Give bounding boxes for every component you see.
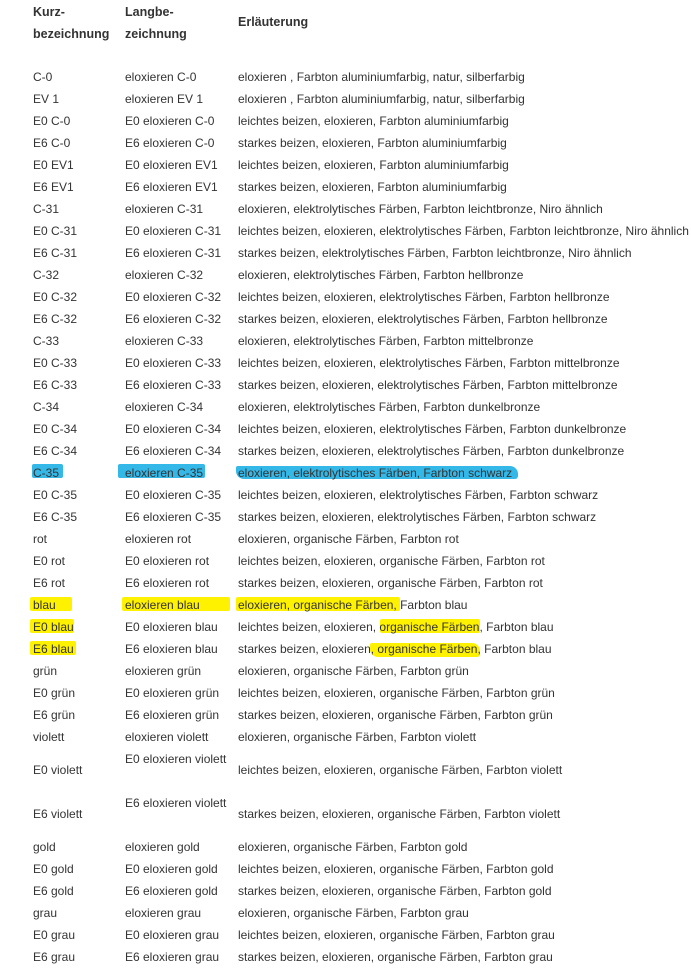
cell-long-name: E0 eloxieren grün xyxy=(125,686,220,700)
cell-long-name: eloxieren C-0 xyxy=(125,70,197,84)
cell-short-name: C-32 xyxy=(33,268,60,282)
cell-short-name: E0 EV1 xyxy=(33,158,74,172)
table-row xyxy=(0,88,691,110)
cell-short-name: EV 1 xyxy=(33,92,60,106)
cell-short-name: violett xyxy=(33,730,65,744)
cell-short-name: E6 C-31 xyxy=(33,246,78,260)
cell-description: eloxieren, organische Färben, Farbton gold xyxy=(238,840,468,854)
cell-description: leichtes beizen, eloxieren, elektrolytisches Färben, Farbton hellbronze xyxy=(238,290,610,304)
cell-description: starkes beizen, eloxieren, organische Färben, Farbton grün xyxy=(238,708,553,722)
cell-long-name: eloxieren rot xyxy=(125,532,192,546)
table-row xyxy=(0,660,691,682)
table-row xyxy=(0,440,691,462)
cell-short-name: C-0 xyxy=(33,70,53,84)
cell-long-name: E6 eloxieren grau xyxy=(125,950,220,964)
cell-long-name: E6 eloxieren C-32 xyxy=(125,312,222,326)
cell-description: eloxieren , Farbton aluminiumfarbig, natur, silberfarbig xyxy=(238,92,525,106)
cell-short-name: E6 blau xyxy=(33,642,74,656)
table-row xyxy=(0,110,691,132)
cell-short-name: E0 C-32 xyxy=(33,290,78,304)
table-row xyxy=(0,902,691,924)
cell-short-name: C-31 xyxy=(33,202,60,216)
cell-short-name: E0 gold xyxy=(33,862,74,876)
table-row xyxy=(0,792,691,836)
cell-description: leichtes beizen, eloxieren, elektrolytisches Färben, Farbton leichtbronze, Niro ähnlich xyxy=(238,224,689,238)
cell-long-name: E0 eloxieren C-0 xyxy=(125,114,215,128)
cell-long-name: eloxieren gold xyxy=(125,840,200,854)
cell-long-name: eloxieren violett xyxy=(125,730,209,744)
cell-description: eloxieren, organische Färben, Farbton grün xyxy=(238,664,469,678)
cell-short-name: E0 C-0 xyxy=(33,114,71,128)
header-long-line2: zeichnung xyxy=(125,27,187,41)
cell-description: eloxieren, organische Färben, Farbton grau xyxy=(238,906,469,920)
cell-description: leichtes beizen, eloxieren, elektrolytisches Färben, Farbton schwarz xyxy=(238,488,599,502)
cell-long-name: E0 eloxieren rot xyxy=(125,554,210,568)
cell-short-name: E0 C-34 xyxy=(33,422,78,436)
cell-description: starkes beizen, eloxieren, organische Färben, Farbton blau xyxy=(238,642,552,656)
cell-long-name: E0 eloxieren C-31 xyxy=(125,224,222,238)
cell-short-name: E6 C-35 xyxy=(33,510,78,524)
cell-description: leichtes beizen, eloxieren, organische Färben, Farbton blau xyxy=(238,620,554,634)
header-long-line1: Langbe- xyxy=(125,5,174,19)
cell-long-name: eloxieren C-33 xyxy=(125,334,204,348)
cell-description: eloxieren, organische Färben, Farbton blau xyxy=(238,598,468,612)
cell-long-name: E0 eloxieren EV1 xyxy=(125,158,218,172)
cell-short-name: rot xyxy=(33,532,48,546)
cell-description: starkes beizen, eloxieren, organische Färben, Farbton gold xyxy=(238,884,552,898)
table-row xyxy=(0,528,691,550)
cell-long-name: E0 eloxieren violett xyxy=(125,752,227,766)
cell-description: eloxieren , Farbton aluminiumfarbig, natur, silberfarbig xyxy=(238,70,525,84)
table-row xyxy=(0,198,691,220)
cell-long-name: E6 eloxieren blau xyxy=(125,642,218,656)
table-row xyxy=(0,374,691,396)
cell-description: starkes beizen, elektrolytisches Färben, Farbton leichtbronze, Niro ähnlich xyxy=(238,246,632,260)
cell-long-name: E6 eloxieren gold xyxy=(125,884,218,898)
cell-long-name: E6 eloxieren C-35 xyxy=(125,510,222,524)
cell-short-name: C-35 xyxy=(33,466,60,480)
cell-description: leichtes beizen, eloxieren, elektrolytisches Färben, Farbton dunkelbronze xyxy=(238,422,627,436)
cell-long-name: E0 eloxieren grau xyxy=(125,928,220,942)
header-short-line2: bezeichnung xyxy=(33,27,110,41)
cell-short-name: E6 violett xyxy=(33,807,83,821)
table-row xyxy=(0,176,691,198)
table-row xyxy=(0,132,691,154)
table-row xyxy=(0,572,691,594)
cell-long-name: E0 eloxieren C-32 xyxy=(125,290,222,304)
cell-description: leichtes beizen, eloxieren, organische Färben, Farbton rot xyxy=(238,554,545,568)
cell-long-name: eloxieren C-32 xyxy=(125,268,204,282)
header-short-name xyxy=(33,1,109,45)
cell-short-name: E6 C-32 xyxy=(33,312,78,326)
cell-short-name: E6 grün xyxy=(33,708,76,722)
table-row xyxy=(0,308,691,330)
cell-long-name: E6 eloxieren grün xyxy=(125,708,220,722)
table-row xyxy=(0,506,691,528)
cell-long-name: E6 eloxieren C-31 xyxy=(125,246,222,260)
table-row xyxy=(0,748,691,792)
cell-long-name: E0 eloxieren blau xyxy=(125,620,218,634)
cell-short-name: E6 C-0 xyxy=(33,136,71,150)
cell-short-name: E6 grau xyxy=(33,950,76,964)
cell-short-name: E6 gold xyxy=(33,884,74,898)
cell-short-name: E0 rot xyxy=(33,554,66,568)
cell-description: eloxieren, elektrolytisches Färben, Farbton schwarz xyxy=(238,466,513,480)
cell-description: starkes beizen, eloxieren, Farbton aluminiumfarbig xyxy=(238,180,507,194)
table-row xyxy=(0,836,691,858)
table-row xyxy=(0,220,691,242)
cell-short-name: grau xyxy=(33,906,58,920)
cell-description: eloxieren, organische Färben, Farbton rot xyxy=(238,532,459,546)
cell-long-name: E6 eloxieren EV1 xyxy=(125,180,218,194)
table-row xyxy=(0,484,691,506)
cell-short-name: E6 EV1 xyxy=(33,180,74,194)
table-row xyxy=(0,924,691,946)
cell-long-name: E0 eloxieren gold xyxy=(125,862,218,876)
cell-long-name: eloxieren blau xyxy=(125,598,200,612)
cell-description: leichtes beizen, eloxieren, organische Färben, Farbton gold xyxy=(238,862,554,876)
cell-description: eloxieren, elektrolytisches Färben, Farbton leichtbronze, Niro ähnlich xyxy=(238,202,603,216)
cell-short-name: gold xyxy=(33,840,56,854)
cell-description: leichtes beizen, eloxieren, organische Färben, Farbton grün xyxy=(238,686,555,700)
header-short-line1: Kurz- xyxy=(33,5,65,19)
table-row xyxy=(0,396,691,418)
cell-description: starkes beizen, eloxieren, organische Färben, Farbton rot xyxy=(238,576,543,590)
cell-long-name: E6 eloxieren violett xyxy=(125,796,227,810)
header-description-line1: Erläuterung xyxy=(238,15,309,29)
cell-description: leichtes beizen, eloxieren, Farbton aluminiumfarbig xyxy=(238,158,509,172)
table-row xyxy=(0,858,691,880)
cell-long-name: eloxieren C-35 xyxy=(125,466,204,480)
cell-description: starkes beizen, eloxieren, organische Färben, Farbton grau xyxy=(238,950,553,964)
cell-description: leichtes beizen, eloxieren, elektrolytisches Färben, Farbton mittelbronze xyxy=(238,356,620,370)
header-description xyxy=(238,11,308,33)
table-row xyxy=(0,704,691,726)
table-row xyxy=(0,880,691,902)
table-row xyxy=(0,264,691,286)
cell-description: starkes beizen, eloxieren, Farbton aluminiumfarbig xyxy=(238,136,507,150)
table-row xyxy=(0,242,691,264)
cell-long-name: E6 eloxieren C-34 xyxy=(125,444,222,458)
table-row xyxy=(0,594,691,616)
table-row xyxy=(0,946,691,968)
table-row xyxy=(0,154,691,176)
header-long-name xyxy=(125,1,187,45)
cell-short-name: E0 grau xyxy=(33,928,76,942)
cell-description: eloxieren, elektrolytisches Färben, Farbton mittelbronze xyxy=(238,334,534,348)
cell-long-name: E6 eloxieren C-33 xyxy=(125,378,222,392)
cell-description: eloxieren, organische Färben, Farbton violett xyxy=(238,730,477,744)
cell-long-name: eloxieren C-34 xyxy=(125,400,204,414)
table-row xyxy=(0,682,691,704)
cell-short-name: C-34 xyxy=(33,400,60,414)
table-row xyxy=(0,66,691,88)
cell-long-name: eloxieren grau xyxy=(125,906,202,920)
cell-short-name: E0 blau xyxy=(33,620,74,634)
cell-short-name: C-33 xyxy=(33,334,60,348)
table-row xyxy=(0,726,691,748)
cell-description: leichtes beizen, eloxieren, Farbton aluminiumfarbig xyxy=(238,114,509,128)
cell-short-name: E6 C-34 xyxy=(33,444,78,458)
table-row xyxy=(0,286,691,308)
cell-long-name: eloxieren C-31 xyxy=(125,202,204,216)
cell-long-name: eloxieren EV 1 xyxy=(125,92,204,106)
cell-long-name: E0 eloxieren C-33 xyxy=(125,356,222,370)
cell-long-name: E0 eloxieren C-35 xyxy=(125,488,222,502)
cell-description: starkes beizen, eloxieren, elektrolytisches Färben, Farbton hellbronze xyxy=(238,312,608,326)
cell-description: starkes beizen, eloxieren, elektrolytisches Färben, Farbton mittelbronze xyxy=(238,378,618,392)
cell-short-name: E0 violett xyxy=(33,763,83,777)
cell-long-name: E6 eloxieren C-0 xyxy=(125,136,215,150)
cell-description: eloxieren, elektrolytisches Färben, Farbton hellbronze xyxy=(238,268,524,282)
cell-description: leichtes beizen, eloxieren, organische Färben, Farbton grau xyxy=(238,928,555,942)
cell-long-name: eloxieren grün xyxy=(125,664,202,678)
table-row xyxy=(0,330,691,352)
cell-short-name: E0 C-35 xyxy=(33,488,78,502)
cell-short-name: E0 grün xyxy=(33,686,76,700)
cell-short-name: E0 C-31 xyxy=(33,224,78,238)
cell-short-name: E6 rot xyxy=(33,576,66,590)
cell-short-name: grün xyxy=(33,664,58,678)
table-row xyxy=(0,418,691,440)
cell-description: starkes beizen, eloxieren, elektrolytisches Färben, Farbton schwarz xyxy=(238,510,597,524)
cell-description: leichtes beizen, eloxieren, organische Färben, Farbton violett xyxy=(238,763,563,777)
table-row xyxy=(0,638,691,660)
table-row xyxy=(0,352,691,374)
cell-long-name: E0 eloxieren C-34 xyxy=(125,422,222,436)
cell-short-name: blau xyxy=(33,598,56,612)
table-row xyxy=(0,550,691,572)
table-row xyxy=(0,462,691,484)
cell-description: starkes beizen, eloxieren, elektrolytisches Färben, Farbton dunkelbronze xyxy=(238,444,625,458)
table-row xyxy=(0,616,691,638)
cell-long-name: E6 eloxieren rot xyxy=(125,576,210,590)
cell-short-name: E6 C-33 xyxy=(33,378,78,392)
cell-description: starkes beizen, eloxieren, organische Färben, Farbton violett xyxy=(238,807,561,821)
cell-description: eloxieren, elektrolytisches Färben, Farbton dunkelbronze xyxy=(238,400,541,414)
cell-short-name: E0 C-33 xyxy=(33,356,78,370)
